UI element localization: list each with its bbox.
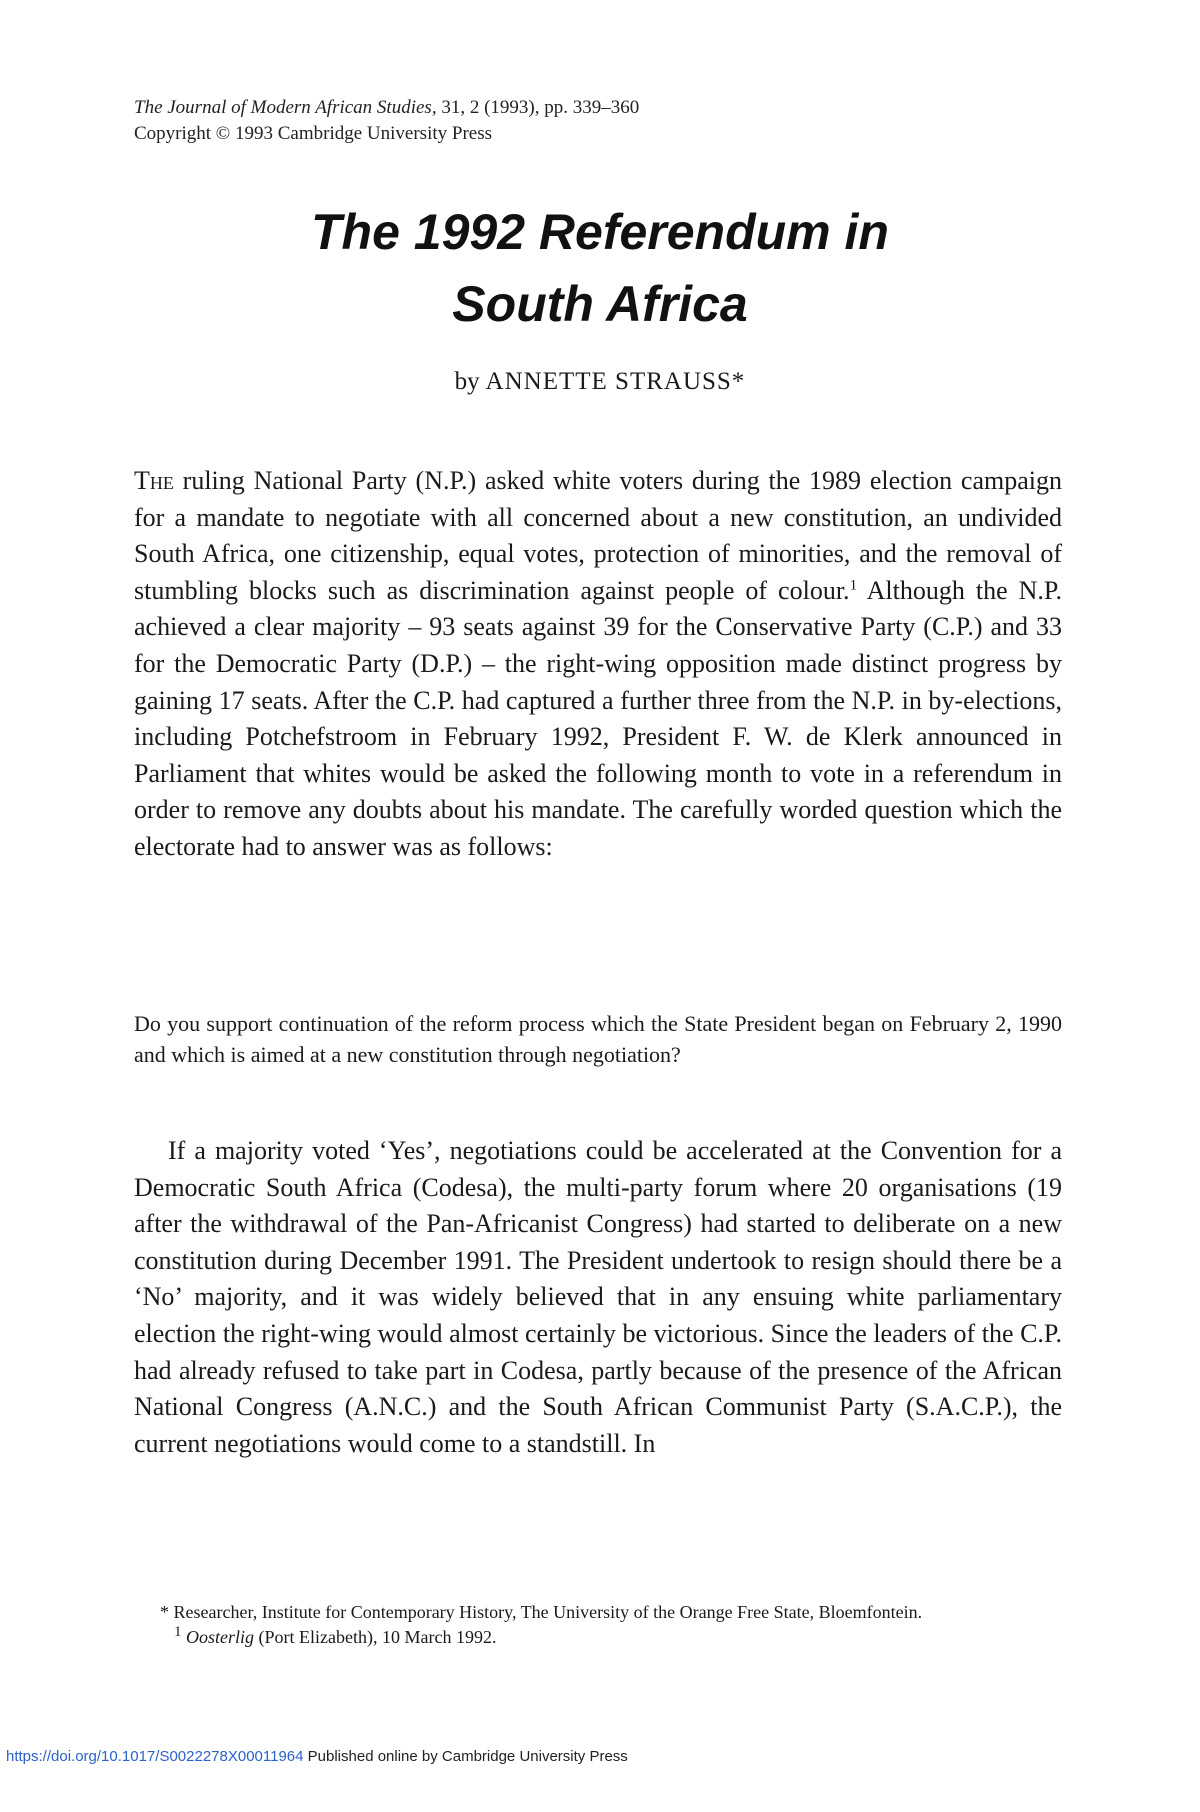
volume-pages: 31, 2 (1993), pp. 339–360: [436, 97, 640, 118]
footnote-mark-1: 1: [174, 1624, 182, 1640]
footnote-1: [134, 1625, 1062, 1650]
paragraph-1-text: ruling National Party (N.P.) asked white voters during the 1989 election campaign for a mandate to negotiate with all concerned about a new constitution, an undivided South Africa, one citizenship, equal votes, protection of minorities, and the removal of stumbling blocks such as discrimination against people of colour.: [134, 466, 1062, 605]
footnote-1-text: (Port Elizabeth), 10 March 1992.: [254, 1627, 497, 1647]
published-online: Published online by Cambridge University Press: [303, 1748, 628, 1765]
journal-header: [134, 95, 639, 147]
paragraph-1: [134, 463, 1062, 866]
footnote-ref-1[interactable]: 1: [849, 577, 858, 594]
journal-name: The Journal of Modern African Studies,: [134, 97, 437, 118]
referendum-question: Do you support continuation of the reform process which the State President began on February 2, 1990 and which is aimed at a new constitution through negotiation?: [134, 1011, 1062, 1067]
paragraph-1-text-cont: Although the N.P. achieved a clear majority – 93 seats against 39 for the Conservative Party (C.P.) and 33 for the Democratic Party (D.P.) – the right-wing opposition made distinct progress by gaining 17 seats. After the C.P. had captured a further three from the N.P. in by-elections, including Potchefstroom in February 1992, President F. W. de Klerk announced in Parliament that whites would be asked the following month to vote in a referendum in order to remove any doubts about his mandate. The carefully worded question which the electorate had to answer was as follows:: [134, 575, 1062, 861]
page-footer: [6, 1748, 628, 1765]
author-prefix: by: [454, 368, 480, 395]
title-line-1: The 1992 Referendum in: [311, 204, 889, 260]
footnote-author-text: Researcher, Institute for Contemporary History, The University of the Orange Free State, Bloemfontein.: [169, 1602, 923, 1622]
paragraph-2: If a majority voted ‘Yes’, negotiations could be accelerated at the Convention for a Democratic South Africa (Codesa), the multi-party forum where 20 organisations (19 after the withdrawal of the Pan-Africanist Congress) had started to deliberate on a new constitution during December 1991. The President undertook to resign should there be a ‘No’ majority, and it was widely believed that in any ensuing white parliamentary election the right-wing would almost certainly be victorious. Since the leaders of the C.P. had already refused to take part in Codesa, partly because of the presence of the African National Congress (A.N.C.) and the South African Communist Party (S.A.C.P.), the current negotiations would come to a standstill. In: [134, 1136, 1062, 1458]
footnote-author: [134, 1600, 1062, 1625]
footnote-mark-star: *: [160, 1602, 169, 1622]
author-name: ANNETTE STRAUSS*: [485, 368, 746, 395]
title-line-2: South Africa: [452, 276, 748, 332]
copyright-line: Copyright © 1993 Cambridge University Press: [134, 123, 492, 144]
footnotes: [134, 1600, 1062, 1650]
journal-citation: [134, 95, 639, 121]
paragraph-lead: The: [134, 466, 174, 495]
article-title: [0, 196, 1200, 340]
footnote-source: Oosterlig: [186, 1627, 255, 1647]
author-byline: [0, 368, 1200, 396]
doi-link[interactable]: https://doi.org/10.1017/S0022278X00011964: [6, 1748, 304, 1765]
